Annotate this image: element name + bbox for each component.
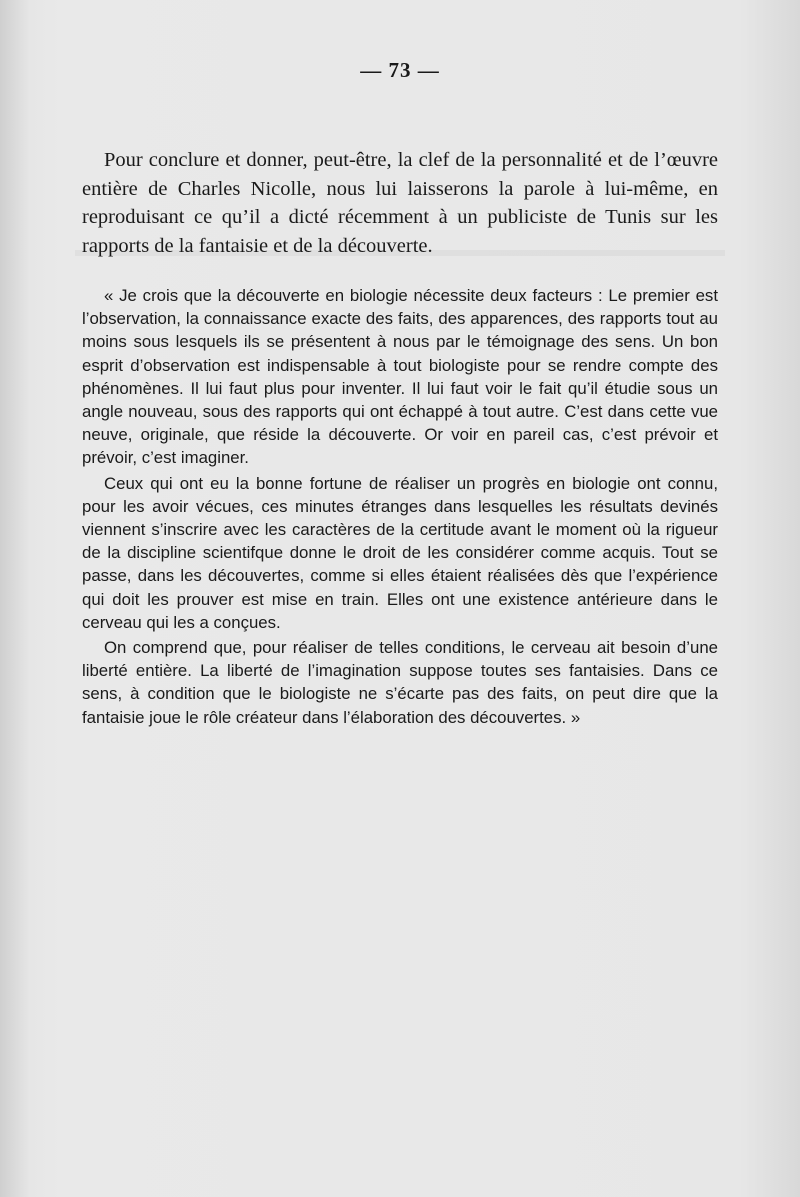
quote-paragraph-1: « Je crois que la découverte en biologie nécessite deux facteurs : Le premier est l’observation, la connaissance exacte des faits, des apparences, des rapports tout au moins sous lesquels ils se présentent à nous par le témoignage des sens. Un bon esprit d’observation est indispensable à tout biologiste pour se rendre compte des phénomènes. Il lui faut plus pour inventer. Il lui faut voir le fait qu’il étudie sous un angle nouveau, sous des rapports qui ont échappé à tout autre. C’est dans cette vue neuve, originale, que réside la découverte. Or voir en pareil cas, c’est prévoir et prévoir, c’est imaginer. — [82, 286, 718, 468]
page-number: — 73 — — [360, 58, 440, 82]
quote-paragraph-2: Ceux qui ont eu la bonne fortune de réaliser un progrès en biologie ont connu, pour les avoir vécues, ces minutes étranges dans lesquelles les résultats devinés viennent s’inscrire avec les caractères de la certitude avant le moment où la rigueur de la discipline scientifque donne le droit de les considérer comme acquis. Tout se passe, dans les découvertes, comme si elles étaient réalisées dès que l’expérience qui doit les prouver est mise en train. Elles ont une existence antérieure dans le cerveau qui les a conçues. — [82, 473, 718, 632]
quote-paragraph-3: On comprend que, pour réaliser de telles conditions, le cerveau ait besoin d’une liberté entière. La liberté de l’imagination suppose toutes ses fantaisies. Dans ce sens, à condition que le biologiste ne s’écarte pas des faits, on peut dire que la fantaisie joue le rôle créateur dans l’élaboration des découvertes. » — [82, 638, 718, 727]
page-body — [82, 146, 718, 731]
intro-paragraph: Pour conclure et donner, peut-être, la clef de la personnalité et de l’œuvre entière de Charles Nicolle, nous lui laisserons la parole à lui-même, en reproduisant ce qu’il a dicté récemment à un publiciste de Tunis sur les rapports de la fantaisie et de la découverte. — [82, 149, 718, 257]
